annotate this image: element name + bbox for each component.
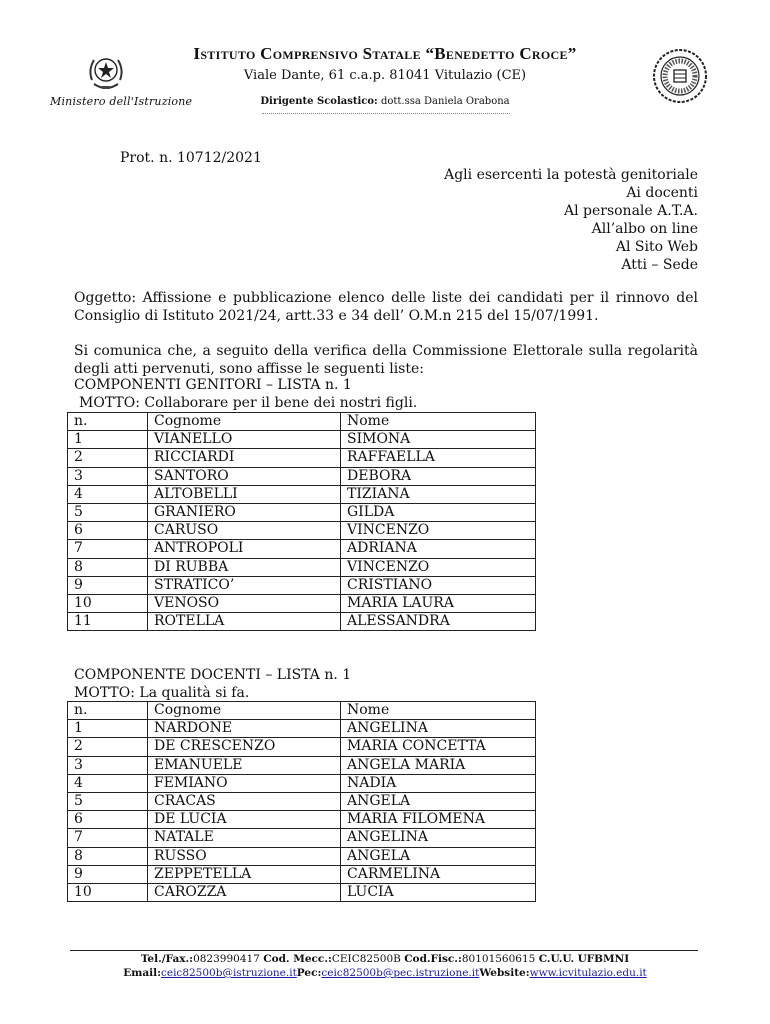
recipients-list <box>444 167 698 275</box>
mecc-label: Cod. Mecc.: <box>263 953 332 965</box>
table-row <box>68 829 536 847</box>
table-row <box>68 774 536 792</box>
table-row <box>68 883 536 901</box>
surname-cell: VENOSO <box>148 594 341 612</box>
name-cell: ADRIANA <box>341 540 536 558</box>
fisc-value: 80101560615 <box>461 953 536 965</box>
table-row <box>68 756 536 774</box>
mecc-value: CEIC82500B <box>331 953 401 965</box>
recipient-item: Al Sito Web <box>615 239 698 255</box>
surname-cell: NARDONE <box>148 720 341 738</box>
surname-cell: GRANIERO <box>148 503 341 521</box>
row-number: 3 <box>68 756 148 774</box>
name-cell: ANGELINA <box>341 720 536 738</box>
surname-cell: SANTORO <box>148 467 341 485</box>
teachers-list-motto: MOTTO: La qualità si fa. <box>74 685 250 701</box>
school-name: Istituto Comprensivo Statale “Benedetto Croce” <box>193 44 577 63</box>
name-cell: SIMONA <box>341 431 536 449</box>
surname-cell: EMANUELE <box>148 756 341 774</box>
pec-link[interactable]: ceic82500b@pec.istruzione.it <box>321 967 480 979</box>
name-cell: RAFFAELLA <box>341 449 536 467</box>
teachers-candidates-table <box>67 701 536 902</box>
table-header-row <box>68 413 536 431</box>
row-number: 7 <box>68 540 148 558</box>
name-cell: LUCIA <box>341 883 536 901</box>
header-cell: n. <box>68 413 148 431</box>
surname-cell: CARUSO <box>148 522 341 540</box>
name-cell: CRISTIANO <box>341 576 536 594</box>
name-cell: GILDA <box>341 503 536 521</box>
row-number: 7 <box>68 829 148 847</box>
row-number: 2 <box>68 449 148 467</box>
row-number: 8 <box>68 847 148 865</box>
row-number: 2 <box>68 738 148 756</box>
table-row <box>68 847 536 865</box>
surname-cell: FEMIANO <box>148 774 341 792</box>
table-row <box>68 720 536 738</box>
name-cell: CARMELINA <box>341 865 536 883</box>
table-row <box>68 449 536 467</box>
letter-subject: Oggetto: Affissione e pubblicazione elenco delle liste dei candidati per il rinnovo del Consiglio di Istituto 2021/24, artt.33 e 34 dell’ O.M.n 215 del 15/07/1991. <box>74 290 698 324</box>
footer-divider <box>70 950 698 951</box>
surname-cell: STRATICO’ <box>148 576 341 594</box>
surname-cell: CAROZZA <box>148 883 341 901</box>
table-row <box>68 522 536 540</box>
table-row <box>68 485 536 503</box>
name-cell: VINCENZO <box>341 522 536 540</box>
school-seal-icon <box>652 48 708 104</box>
name-cell: MARIA CONCETTA <box>341 738 536 756</box>
header-cell: Nome <box>341 413 536 431</box>
row-number: 1 <box>68 720 148 738</box>
row-number: 8 <box>68 558 148 576</box>
row-number: 9 <box>68 576 148 594</box>
fisc-label: Cod.Fisc.: <box>404 953 462 965</box>
row-number: 6 <box>68 522 148 540</box>
row-number: 1 <box>68 431 148 449</box>
table-row <box>68 738 536 756</box>
surname-cell: ALTOBELLI <box>148 485 341 503</box>
school-address: Viale Dante, 61 c.a.p. 81041 Vitulazio (CE) <box>243 68 527 83</box>
email-link[interactable]: ceic82500b@istruzione.it <box>160 967 297 979</box>
recipient-item: Atti – Sede <box>621 257 698 273</box>
footer-contacts <box>0 967 770 979</box>
surname-cell: RUSSO <box>148 847 341 865</box>
table-row <box>68 576 536 594</box>
table-row <box>68 503 536 521</box>
parents-candidates-table <box>67 412 536 631</box>
tel-label: Tel./Fax.: <box>140 953 194 965</box>
surname-cell: DI RUBBA <box>148 558 341 576</box>
name-cell: VINCENZO <box>341 558 536 576</box>
cuu-value: UFBMNI <box>577 953 630 965</box>
row-number: 5 <box>68 503 148 521</box>
surname-cell: DE LUCIA <box>148 811 341 829</box>
teachers-list-title: COMPONENTE DOCENTI – LISTA n. 1 <box>74 667 352 683</box>
header-cell: Cognome <box>148 413 341 431</box>
header-cell: Cognome <box>148 702 341 720</box>
table-row <box>68 811 536 829</box>
name-cell: MARIA LAURA <box>341 594 536 612</box>
name-cell: TIZIANA <box>341 485 536 503</box>
surname-cell: ANTROPOLI <box>148 540 341 558</box>
website-label: Website: <box>479 967 530 979</box>
header-cell: Nome <box>341 702 536 720</box>
letter-intro: Si comunica che, a seguito della verifica della Commissione Elettorale sulla regolarità degli atti pervenuti, sono affisse le seguenti liste: <box>74 343 698 377</box>
name-cell: ANGELA <box>341 792 536 810</box>
name-cell: DEBORA <box>341 467 536 485</box>
recipient-item: Al personale A.T.A. <box>563 203 698 219</box>
principal-label: Dirigente Scolastico: <box>260 96 378 107</box>
name-cell: ANGELINA <box>341 829 536 847</box>
website-link[interactable]: www.icvitulazio.edu.it <box>529 967 647 979</box>
row-number: 4 <box>68 774 148 792</box>
table-row <box>68 431 536 449</box>
table-row <box>68 467 536 485</box>
cuu-label: C.U.U. <box>538 953 575 965</box>
principal-name: dott.ssa Daniela Orabona <box>380 96 510 107</box>
tel-value: 0823990417 <box>193 953 260 965</box>
surname-cell: ROTELLA <box>148 613 341 631</box>
footer-codes <box>0 953 770 965</box>
table-row <box>68 558 536 576</box>
surname-cell: NATALE <box>148 829 341 847</box>
table-header-row <box>68 702 536 720</box>
surname-cell: CRACAS <box>148 792 341 810</box>
name-cell: ALESSANDRA <box>341 613 536 631</box>
row-number: 4 <box>68 485 148 503</box>
pec-label: Pec: <box>296 967 322 979</box>
surname-cell: ZEPPETELLA <box>148 865 341 883</box>
table-row <box>68 540 536 558</box>
recipient-item: All’albo on line <box>591 221 698 237</box>
recipient-item: Agli esercenti la potestà genitoriale <box>444 167 698 183</box>
recipient-item: Ai docenti <box>626 185 698 201</box>
ministry-label: Ministero dell'Istruzione <box>50 95 193 108</box>
row-number: 6 <box>68 811 148 829</box>
surname-cell: DE CRESCENZO <box>148 738 341 756</box>
parents-list-motto: MOTTO: Collaborare per il bene dei nostri figli. <box>79 395 418 411</box>
row-number: 10 <box>68 594 148 612</box>
table-row <box>68 792 536 810</box>
row-number: 9 <box>68 865 148 883</box>
table-row <box>68 594 536 612</box>
surname-cell: VIANELLO <box>148 431 341 449</box>
row-number: 11 <box>68 613 148 631</box>
row-number: 5 <box>68 792 148 810</box>
header-divider <box>262 113 510 114</box>
row-number: 10 <box>68 883 148 901</box>
name-cell: ANGELA <box>341 847 536 865</box>
row-number: 3 <box>68 467 148 485</box>
parents-list-title: COMPONENTI GENITORI – LISTA n. 1 <box>74 377 352 393</box>
table-row <box>68 865 536 883</box>
header-cell: n. <box>68 702 148 720</box>
email-label: Email: <box>123 967 161 979</box>
name-cell: NADIA <box>341 774 536 792</box>
name-cell: ANGELA MARIA <box>341 756 536 774</box>
protocol-number: Prot. n. 10712/2021 <box>120 150 262 166</box>
surname-cell: RICCIARDI <box>148 449 341 467</box>
table-row <box>68 613 536 631</box>
name-cell: MARIA FILOMENA <box>341 811 536 829</box>
